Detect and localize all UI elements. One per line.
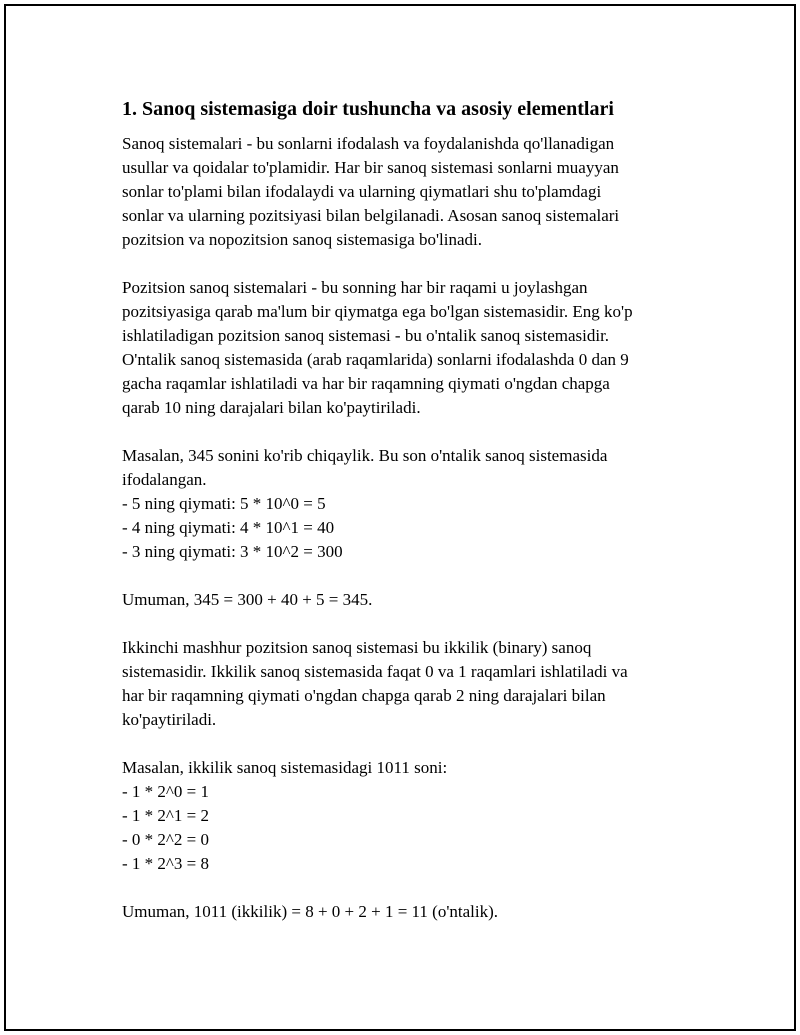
- text-line: Masalan, 345 sonini ko'rib chiqaylik. Bu son o'ntalik sanoq sistemasida: [122, 446, 608, 465]
- document-content: [122, 96, 722, 948]
- document-page: [4, 4, 796, 1031]
- text-line: Umuman, 1011 (ikkilik) = 8 + 0 + 2 + 1 = 11 (o'ntalik).: [122, 902, 499, 921]
- text-line: Umuman, 345 = 300 + 40 + 5 = 345.: [122, 590, 373, 609]
- list-item: - 5 ning qiymati: 5 * 10^0 = 5: [122, 494, 326, 513]
- text-line: sonlar va ularning pozitsiyasi bilan belgilanadi. Asosan sanoq sistemalari: [122, 206, 620, 225]
- paragraph-binary: [122, 636, 722, 732]
- text-line: sonlar to'plami bilan ifodalaydi va ularning qiymatlari shu to'plamdagi: [122, 182, 602, 201]
- text-line: ifodalangan.: [122, 470, 207, 489]
- text-line: ishlatiladigan pozitsion sanoq sistemasi - bu o'ntalik sanoq sistemasidir.: [122, 326, 610, 345]
- text-line: qarab 10 ning darajalari bilan ko'paytiriladi.: [122, 398, 421, 417]
- paragraph-decimal-example: [122, 444, 722, 564]
- text-line: ko'paytiriladi.: [122, 710, 217, 729]
- list-item: - 0 * 2^2 = 0: [122, 830, 209, 849]
- list-item: - 1 * 2^0 = 1: [122, 782, 209, 801]
- paragraph-binary-example: [122, 756, 722, 876]
- list-item: - 1 * 2^3 = 8: [122, 854, 209, 873]
- list-item: - 4 ning qiymati: 4 * 10^1 = 40: [122, 518, 335, 537]
- text-line: Sanoq sistemalari - bu sonlarni ifodalash va foydalanishda qo'llanadigan: [122, 134, 615, 153]
- paragraph-decimal-sum: [122, 588, 722, 612]
- list-item: - 3 ning qiymati: 3 * 10^2 = 300: [122, 542, 343, 561]
- list-item: - 1 * 2^1 = 2: [122, 806, 209, 825]
- text-line: O'ntalik sanoq sistemasida (arab raqamlarida) sonlarni ifodalashda 0 dan 9: [122, 350, 629, 369]
- text-line: Ikkinchi mashhur pozitsion sanoq sistemasi bu ikkilik (binary) sanoq: [122, 638, 592, 657]
- section-title: 1. Sanoq sistemasiga doir tushuncha va asosiy elementlari: [122, 98, 614, 120]
- text-line: Masalan, ikkilik sanoq sistemasidagi 1011 soni:: [122, 758, 448, 777]
- text-line: gacha raqamlar ishlatiladi va har bir raqamning qiymati o'ngdan chapga: [122, 374, 610, 393]
- text-line: sistemasidir. Ikkilik sanoq sistemasida faqat 0 va 1 raqamlari ishlatiladi va: [122, 662, 628, 681]
- text-line: usullar va qoidalar to'plamidir. Har bir sanoq sistemasi sonlarni muayyan: [122, 158, 619, 177]
- text-line: pozitsion va nopozitsion sanoq sistemasiga bo'linadi.: [122, 230, 483, 249]
- text-line: pozitsiyasiga qarab ma'lum bir qiymatga ega bo'lgan sistemasidir. Eng ko'p: [122, 302, 633, 321]
- text-line: har bir raqamning qiymati o'ngdan chapga qarab 2 ning darajalari bilan: [122, 686, 606, 705]
- text-line: Pozitsion sanoq sistemalari - bu sonning har bir raqami u joylashgan: [122, 278, 588, 297]
- paragraph-positional: [122, 276, 722, 420]
- paragraph-binary-sum: [122, 900, 722, 924]
- paragraph-definition: [122, 132, 722, 252]
